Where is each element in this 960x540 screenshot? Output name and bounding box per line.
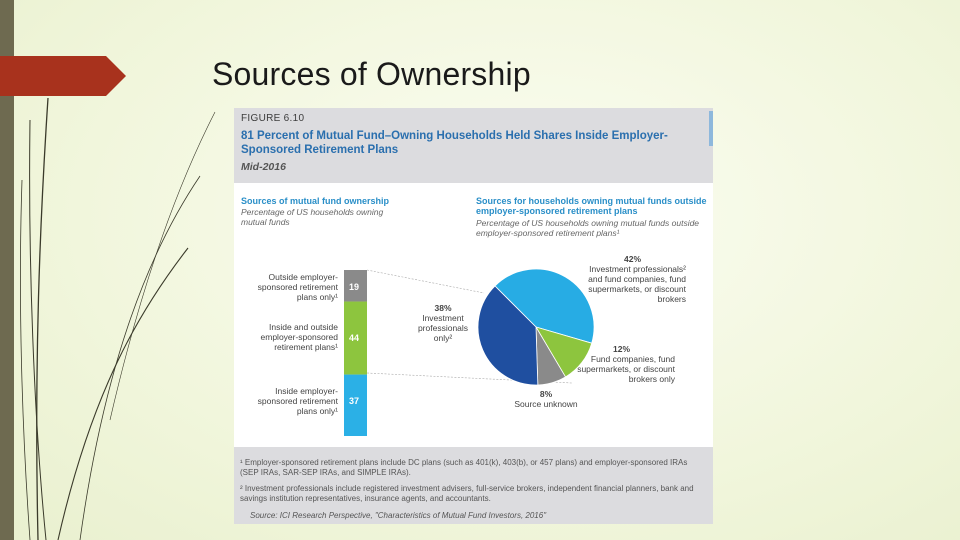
figure-title: 81 Percent of Mutual Fund–Owning Households Held Shares Inside Employer-Sponsored Retirement Plans [241,130,668,156]
pie-label-12 [575,344,675,384]
slide-title: Sources of Ownership [212,56,531,92]
bar-label-outside-only: Outside employer-sponsored retirement plans only¹ [257,272,338,302]
pie-pct-8: 8% [539,389,553,399]
bar-value-outside-only: 19 [349,282,360,292]
figure-date: Mid-2016 [241,161,286,173]
connector-line-top [367,270,484,293]
bar-value-inside-and-outside: 44 [349,333,360,343]
pie-label-8 [496,389,596,409]
title-arrow-shape [0,56,126,96]
figure-panel [234,108,713,524]
figure-source: Source: ICI Research Perspective, "Characteristics of Mutual Fund Investors, 2016" [250,511,547,520]
pie-pct-12: 12% [613,344,631,354]
bar-label-inside-only: Inside employer-sponsored retirement plans only¹ [257,386,338,416]
pie-label-38 [410,303,476,343]
figure-footnotes [234,447,713,524]
left-chart-description: Percentage of US households owning mutual funds [241,207,384,227]
pie-label-42 [574,254,686,304]
left-chart-title: Sources of mutual fund ownership [241,196,390,206]
right-chart-title: Sources for households owning mutual funds outside employer-sponsored retirement plans [476,196,707,216]
figure-label: FIGURE 6.10 [241,113,305,124]
pie-text-8: Source unknown [514,399,578,409]
pie-pct-42: 42% [624,254,642,264]
stacked-bar [344,270,367,436]
right-chart-description: Percentage of US households owning mutual funds outside employer-sponsored retirement plans¹ [476,218,700,238]
bar-value-inside-only: 37 [349,396,360,406]
bar-label-inside-and-outside: Inside and outside employer-sponsored retirement plans¹ [260,322,338,352]
footnote-2: ² Investment professionals include registered investment advisers, full-service brokers, independent financial planners, bank and savings institution representatives, insurance agents, and accountants. [240,484,694,503]
footnote-1: ¹ Employer-sponsored retirement plans include DC plans (such as 401(k), 403(b), or 457 plans) and employer-sponsored IRAs (SEP IRAs, SAR-SEP IRAs, and SIMPLE IRAs). [240,458,688,477]
pie-text-38: Investment professionals only² [417,313,469,343]
pie-pct-38: 38% [434,303,452,313]
pie-text-42: Investment professionals² and fund companies, fund supermarkets, or discount brokers [588,264,686,304]
pie-text-12: Fund companies, fund supermarkets, or discount brokers only [577,354,675,384]
